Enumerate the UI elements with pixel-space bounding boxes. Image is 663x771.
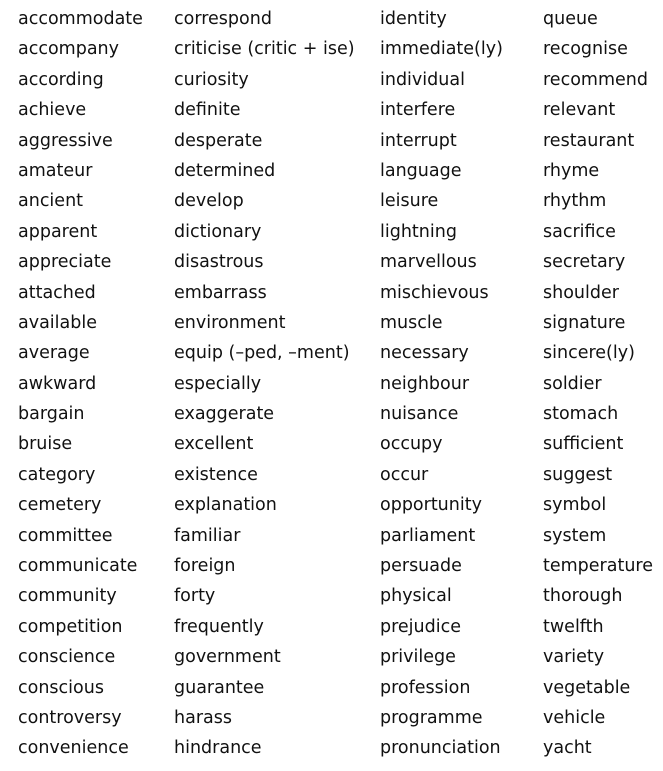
word-item: physical bbox=[380, 586, 452, 607]
word-item: achieve bbox=[18, 100, 87, 121]
word-item: parliament bbox=[380, 525, 476, 546]
word-item: explanation bbox=[174, 495, 277, 516]
word-item: controversy bbox=[18, 707, 122, 728]
word-column-4 bbox=[543, 4, 653, 764]
word-item: correspond bbox=[174, 9, 272, 29]
word-item: occur bbox=[380, 464, 429, 485]
word-item: identity bbox=[380, 9, 447, 29]
word-item: category bbox=[18, 464, 96, 485]
word-item: individual bbox=[380, 69, 465, 90]
word-item: secretary bbox=[543, 252, 626, 273]
word-item: develop bbox=[174, 191, 244, 212]
word-item: rhythm bbox=[543, 191, 607, 212]
word-item: lightning bbox=[380, 221, 457, 242]
word-item: twelfth bbox=[543, 616, 604, 637]
word-item: signature bbox=[543, 312, 626, 333]
word-item: especially bbox=[174, 373, 262, 394]
word-item: language bbox=[380, 160, 462, 181]
word-item: immediate(ly) bbox=[380, 39, 503, 60]
word-item: symbol bbox=[543, 495, 607, 516]
word-item: disastrous bbox=[174, 252, 264, 273]
word-item: amateur bbox=[18, 160, 93, 181]
word-item: according bbox=[18, 69, 104, 90]
word-item: equip (–ped, –ment) bbox=[174, 343, 350, 364]
word-item: variety bbox=[543, 647, 605, 668]
word-item: relevant bbox=[543, 100, 616, 121]
word-item: soldier bbox=[543, 373, 602, 394]
word-item: sufficient bbox=[543, 434, 624, 455]
word-column-1 bbox=[18, 4, 143, 764]
word-item: marvellous bbox=[380, 252, 477, 273]
word-item: average bbox=[18, 343, 90, 364]
word-item: recognise bbox=[543, 39, 628, 60]
word-item: attached bbox=[18, 282, 96, 303]
word-item: criticise (critic + ise) bbox=[174, 39, 355, 60]
word-item: foreign bbox=[174, 556, 236, 577]
word-item: thorough bbox=[543, 586, 623, 607]
word-item: government bbox=[174, 647, 281, 668]
word-item: aggressive bbox=[18, 130, 113, 151]
word-item: determined bbox=[174, 160, 276, 181]
word-item: prejudice bbox=[380, 616, 461, 637]
word-item: necessary bbox=[380, 343, 469, 364]
word-item: shoulder bbox=[543, 282, 619, 303]
word-item: rhyme bbox=[543, 160, 600, 181]
word-item: mischievous bbox=[380, 282, 489, 303]
word-item: sacrifice bbox=[543, 221, 616, 242]
word-item: sincere(ly) bbox=[543, 343, 635, 364]
word-item: neighbour bbox=[380, 373, 470, 394]
word-item: hindrance bbox=[174, 738, 262, 759]
word-item: dictionary bbox=[174, 221, 262, 242]
word-item: available bbox=[18, 312, 97, 333]
word-item: occupy bbox=[380, 434, 443, 455]
word-item: muscle bbox=[380, 312, 443, 333]
word-item: temperature bbox=[543, 556, 653, 577]
word-item: excellent bbox=[174, 434, 254, 455]
word-item: restaurant bbox=[543, 130, 635, 151]
word-item: suggest bbox=[543, 464, 613, 485]
word-item: community bbox=[18, 586, 117, 607]
word-item: embarrass bbox=[174, 282, 267, 303]
word-column-2 bbox=[174, 4, 355, 764]
word-item: vegetable bbox=[543, 677, 631, 698]
word-item: opportunity bbox=[380, 495, 482, 516]
word-item: apparent bbox=[18, 221, 98, 242]
word-item: forty bbox=[174, 586, 216, 607]
word-item: leisure bbox=[380, 191, 439, 212]
word-item: desperate bbox=[174, 130, 263, 151]
word-item: conscious bbox=[18, 677, 104, 698]
word-item: interfere bbox=[380, 100, 456, 121]
word-item: guarantee bbox=[174, 677, 265, 698]
word-item: appreciate bbox=[18, 252, 112, 273]
word-item: privilege bbox=[380, 647, 456, 668]
word-item: awkward bbox=[18, 373, 97, 394]
word-item: bruise bbox=[18, 434, 73, 455]
word-item: environment bbox=[174, 312, 286, 333]
word-item: convenience bbox=[18, 738, 129, 759]
word-item: accompany bbox=[18, 39, 120, 60]
word-item: harass bbox=[174, 707, 232, 728]
word-item: nuisance bbox=[380, 404, 459, 425]
word-item: committee bbox=[18, 525, 113, 546]
word-item: yacht bbox=[543, 738, 592, 759]
word-item: persuade bbox=[380, 556, 462, 577]
word-item: stomach bbox=[543, 404, 619, 425]
word-item: vehicle bbox=[543, 707, 606, 728]
word-item: bargain bbox=[18, 404, 85, 425]
word-item: profession bbox=[380, 677, 471, 698]
word-item: conscience bbox=[18, 647, 116, 668]
word-item: programme bbox=[380, 707, 483, 728]
word-item: frequently bbox=[174, 616, 264, 637]
word-item: existence bbox=[174, 464, 258, 485]
word-item: recommend bbox=[543, 69, 648, 90]
word-item: queue bbox=[543, 9, 598, 29]
word-item: interrupt bbox=[380, 130, 457, 151]
word-item: competition bbox=[18, 616, 123, 637]
word-item: curiosity bbox=[174, 69, 249, 90]
word-item: system bbox=[543, 525, 607, 546]
word-item: familiar bbox=[174, 525, 241, 546]
word-item: communicate bbox=[18, 556, 138, 577]
word-item: definite bbox=[174, 100, 241, 121]
word-item: exaggerate bbox=[174, 404, 275, 425]
word-item: pronunciation bbox=[380, 738, 501, 759]
word-column-3 bbox=[380, 4, 503, 764]
word-item: cemetery bbox=[18, 495, 102, 516]
word-item: ancient bbox=[18, 191, 84, 212]
word-item: accommodate bbox=[18, 9, 143, 29]
